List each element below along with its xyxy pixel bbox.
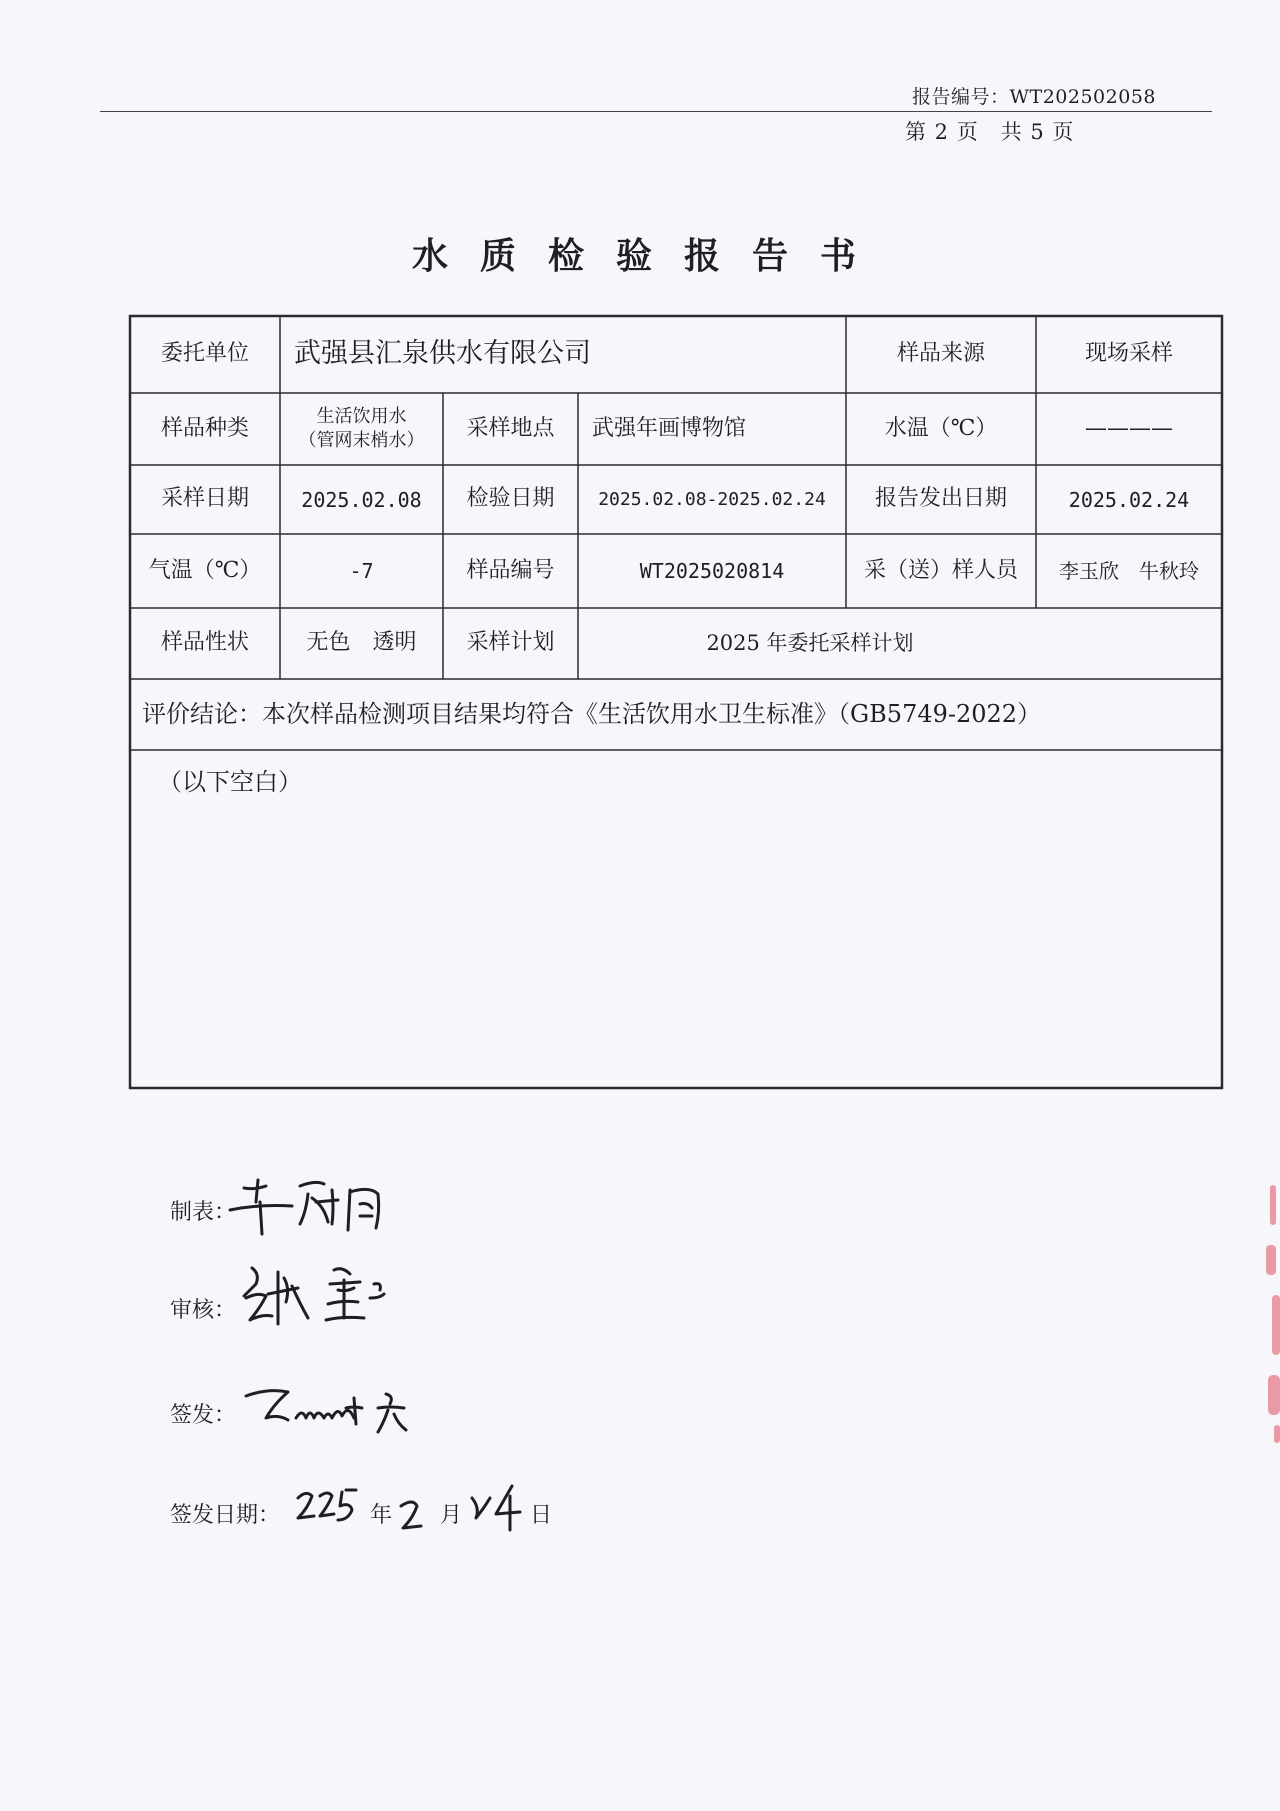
sampling-plan-label: 采样计划 xyxy=(466,630,555,656)
sample-type-label: 样品种类 xyxy=(160,415,249,441)
air-temp-label: 气温（℃） xyxy=(148,557,262,583)
issue-year-handwritten xyxy=(294,1478,372,1538)
red-seal-fragment xyxy=(1258,1185,1280,1445)
report-number: 报告编号：WT202502058 xyxy=(912,86,1156,108)
prepared-by-signature xyxy=(220,1172,400,1242)
sampling-plan-value: 2025 年委托采样计划 xyxy=(706,630,914,655)
sampling-site-value: 武强年画博物馆 xyxy=(592,415,747,441)
sample-number-value: WT2025020814 xyxy=(639,559,785,583)
issue-date-label: 报告发出日期 xyxy=(874,486,1007,512)
issue-month-handwritten xyxy=(395,1488,431,1536)
test-date-value: 2025.02.08-2025.02.24 xyxy=(598,488,826,510)
water-temp-value: ———— xyxy=(1085,415,1173,441)
sample-type-line1: 生活饮用水 xyxy=(316,405,407,427)
air-temp-value: -7 xyxy=(349,559,374,583)
reviewed-by-label: 审核： xyxy=(170,1298,237,1323)
sample-type-line2: （管网末梢水） xyxy=(298,430,425,451)
sample-trait-label: 样品性状 xyxy=(160,630,249,656)
sample-number-label: 样品编号 xyxy=(466,557,555,583)
prepared-by-label: 制表： xyxy=(170,1200,237,1225)
page-indicator: 第 2 页 共 5 页 xyxy=(905,120,1075,144)
blank-note: （以下空白） xyxy=(158,767,302,796)
issue-date-label-sign: 签发日期： xyxy=(170,1503,281,1528)
date-day-unit: 日 xyxy=(530,1503,553,1528)
test-date-label: 检验日期 xyxy=(466,486,555,512)
client-value: 武强县汇泉供水有限公司 xyxy=(294,338,591,370)
sampling-date-value: 2025.02.08 xyxy=(301,487,422,512)
source-label: 样品来源 xyxy=(896,341,985,367)
approved-by-label: 签发： xyxy=(170,1403,237,1428)
sampler-value: 李玉欣 牛秋玲 xyxy=(1059,559,1199,583)
sampling-site-label: 采样地点 xyxy=(466,415,555,441)
approved-by-signature xyxy=(238,1378,438,1448)
source-value: 现场采样 xyxy=(1084,341,1173,367)
document-title: 水质检验报告书 xyxy=(411,235,888,277)
date-month-unit: 月 xyxy=(440,1503,463,1528)
issue-day-handwritten xyxy=(468,1478,528,1536)
sample-trait-value: 无色 透明 xyxy=(306,630,417,656)
issue-date-value: 2025.02.24 xyxy=(1068,487,1190,512)
sampling-date-label: 采样日期 xyxy=(160,486,249,512)
evaluation-conclusion: 评价结论：本次样品检测项目结果均符合《生活饮用水卫生标准》（GB5749-2022） xyxy=(142,700,1042,729)
reviewed-by-signature xyxy=(238,1258,418,1338)
sampler-label: 采（送）样人员 xyxy=(863,557,1018,583)
water-temp-label: 水温（℃） xyxy=(884,415,998,441)
sample-type-value xyxy=(280,393,443,465)
client-label: 委托单位 xyxy=(160,341,249,367)
date-year-unit: 年 xyxy=(370,1503,393,1528)
